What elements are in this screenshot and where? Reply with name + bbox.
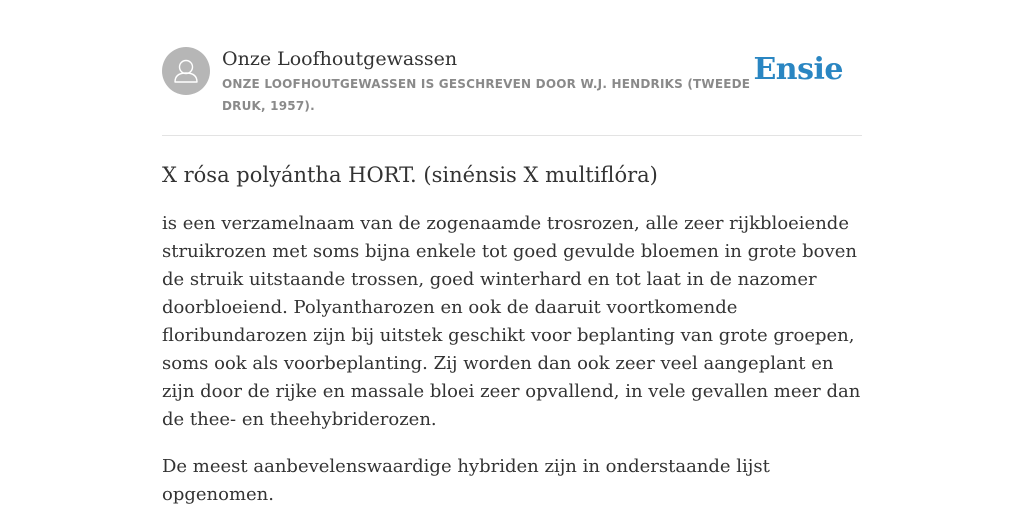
article [162, 156, 862, 512]
article-paragraph: De meest aanbevelenswaardige hybriden zijn in onderstaande lijst opgenomen. [162, 456, 770, 505]
article-title: X rósa polyántha HORT. (sinénsis X multiflóra) [162, 163, 658, 187]
source-description: ONZE LOOFHOUTGEWASSEN IS GESCHREVEN DOOR W.J. HENDRIKS (TWEEDE DRUK, 1957). [222, 77, 751, 113]
article-paragraph: is een verzamelnaam van de zogenaamde trosrozen, alle zeer rijkbloeiende struikrozen met soms bijna enkele tot goed gevulde bloemen in grote boven de struik uitstaande trossen, goed winterhard en tot laat in de nazomer doorbloeiend. Polyantharozen en ook de daaruit voortkomende floribundarozen zijn bij uitstek geschikt voor beplanting van grote groepen, soms ook als voorbeplanting. Zij worden dan ook zeer veel aangeplant en zijn door de rijke en massale bloei zeer opvallend, in vele gevallen meer dan de thee- en theehybriderozen. [162, 213, 861, 430]
person-icon [162, 47, 210, 95]
source-title[interactable]: Onze Loofhoutgewassen [222, 48, 458, 70]
source-header [162, 44, 862, 136]
brand-logo[interactable]: Ensie [753, 52, 843, 87]
